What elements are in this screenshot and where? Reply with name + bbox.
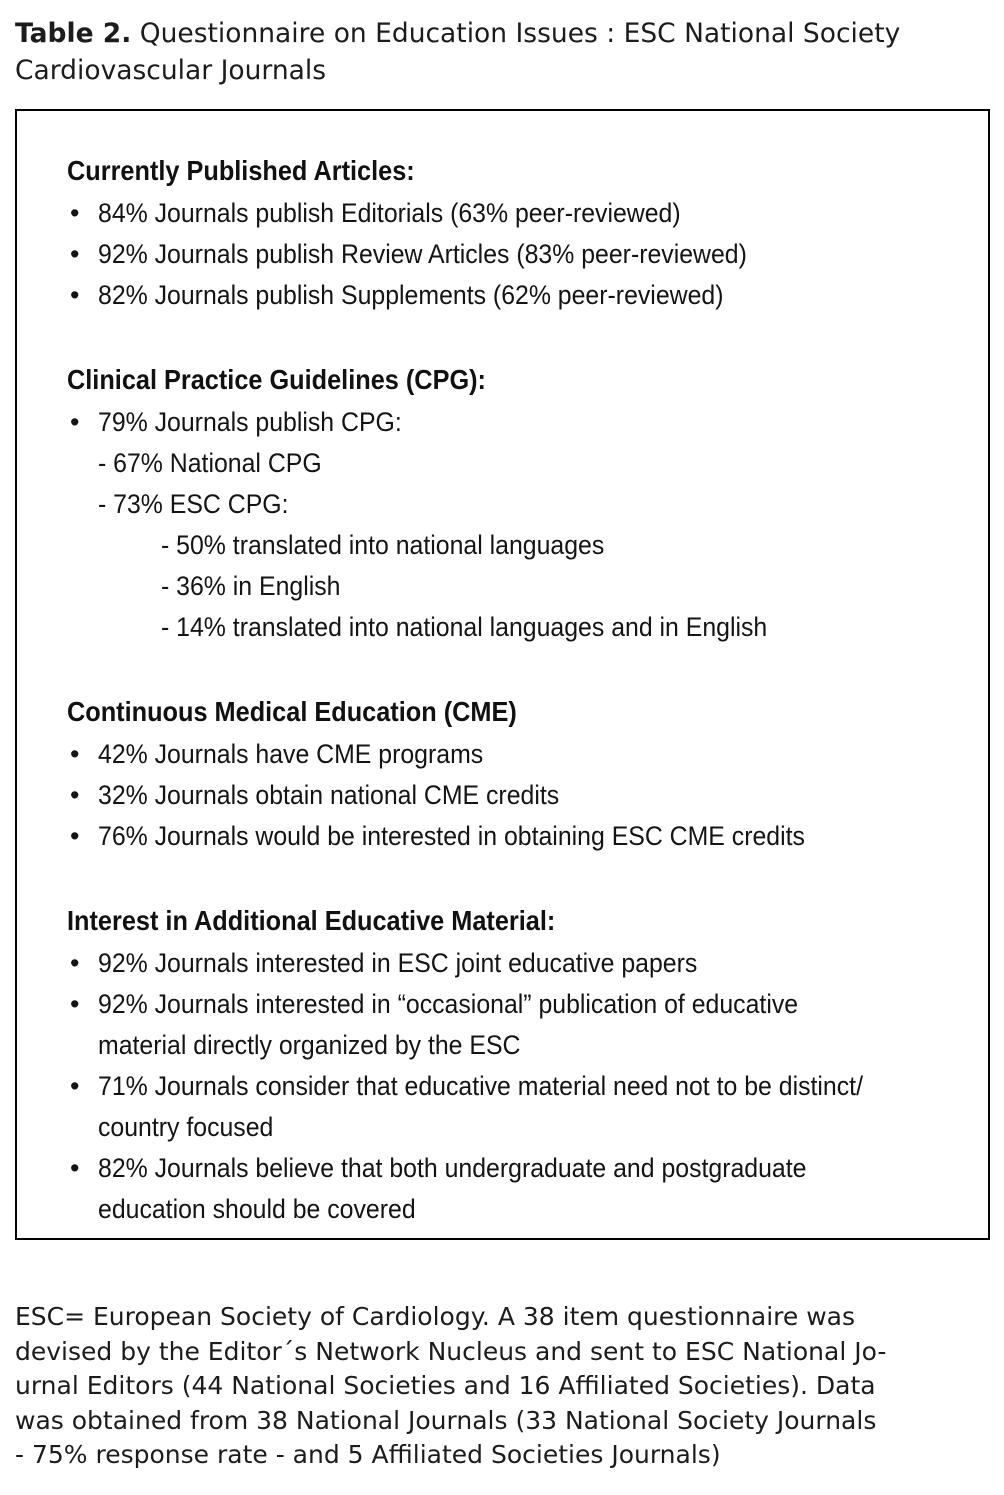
item-text: 32% Journals obtain national CME credits: [98, 780, 560, 810]
item-text: 82% Journals publish Supplements (62% peer-reviewed): [98, 280, 724, 310]
item-text-continuation: education should be covered: [98, 1194, 416, 1224]
section-clinical-practice-guidelines: [67, 358, 972, 648]
bullet-icon: •: [70, 780, 80, 810]
item-text: - 73% ESC CPG:: [98, 489, 289, 519]
section-heading: Clinical Practice Guidelines (CPG):: [67, 364, 486, 395]
bullet-icon: •: [70, 239, 80, 269]
footnote-line: was obtained from 38 National Journals (33 National Society Journals: [15, 1405, 877, 1435]
list-item: [67, 1148, 972, 1230]
list-item: [67, 275, 972, 316]
table-footnote: [15, 1300, 990, 1473]
section-heading: Interest in Additional Educative Material:: [67, 905, 556, 936]
item-text: 42% Journals have CME programs: [98, 739, 484, 769]
bullet-icon: •: [70, 989, 80, 1019]
bullet-icon: •: [70, 1071, 80, 1101]
footnote-line: ESC= European Society of Cardiology. A 38 item questionnaire was: [15, 1302, 856, 1331]
item-text: 84% Journals publish Editorials (63% peer-reviewed): [98, 198, 681, 228]
item-text: - 67% National CPG: [98, 448, 322, 478]
list-subitem: [67, 443, 972, 484]
list-item: [67, 1066, 972, 1148]
list-subsubitem: [67, 607, 972, 648]
bullet-icon: •: [70, 1153, 80, 1183]
list-item: [67, 402, 972, 443]
section-currently-published-articles: [67, 149, 972, 316]
item-text: - 36% in English: [161, 571, 341, 601]
list-subsubitem: [67, 525, 972, 566]
item-text: 92% Journals publish Review Articles (83% peer-reviewed): [98, 239, 747, 269]
section-heading: Continuous Medical Education (CME): [67, 696, 517, 727]
list-item: [67, 734, 972, 775]
footnote-line: urnal Editors (44 National Societies and 16 Affiliated Societies). Data: [15, 1371, 876, 1400]
table-number-label: Table 2.: [15, 18, 132, 49]
bullet-icon: •: [70, 821, 80, 851]
item-text: 92% Journals interested in ESC joint educative papers: [98, 948, 698, 978]
bullet-icon: •: [70, 407, 80, 437]
table-title: [15, 15, 990, 89]
bullet-icon: •: [70, 739, 80, 769]
item-text: - 50% translated into national languages: [161, 530, 605, 560]
bullet-icon: •: [70, 198, 80, 228]
item-text-continuation: country focused: [98, 1112, 274, 1142]
footnote-line: - 75% response rate - and 5 Affiliated Societies Journals): [15, 1440, 721, 1469]
footnote-line: devised by the Editor´s Network Nucleus and sent to ESC National Jo-: [15, 1336, 887, 1366]
table-body-box: [15, 109, 990, 1240]
list-subitem: [67, 484, 972, 525]
list-item: [67, 816, 972, 857]
item-text-continuation: material directly organized by the ESC: [98, 1030, 521, 1060]
item-text: 82% Journals believe that both undergraduate and postgraduate: [98, 1153, 807, 1183]
list-item: [67, 775, 972, 816]
section-interest-additional-educative-material: [67, 899, 972, 1230]
table-caption-text: Questionnaire on Education Issues : ESC National Society Cardiovascular Journals: [15, 18, 901, 86]
list-subsubitem: [67, 566, 972, 607]
list-item: [67, 984, 972, 1066]
bullet-icon: •: [70, 280, 80, 310]
list-item: [67, 193, 972, 234]
item-text: 79% Journals publish CPG:: [98, 407, 402, 437]
list-item: [67, 234, 972, 275]
item-text: 76% Journals would be interested in obtaining ESC CME credits: [98, 821, 805, 851]
item-text: 71% Journals consider that educative material need not to be distinct/: [98, 1071, 863, 1101]
item-text: 92% Journals interested in “occasional” publication of educative: [98, 989, 799, 1019]
item-text: - 14% translated into national languages and in English: [161, 612, 768, 642]
section-heading: Currently Published Articles:: [67, 155, 415, 186]
list-item: [67, 943, 972, 984]
bullet-icon: •: [70, 948, 80, 978]
section-continuous-medical-education: [67, 690, 972, 857]
